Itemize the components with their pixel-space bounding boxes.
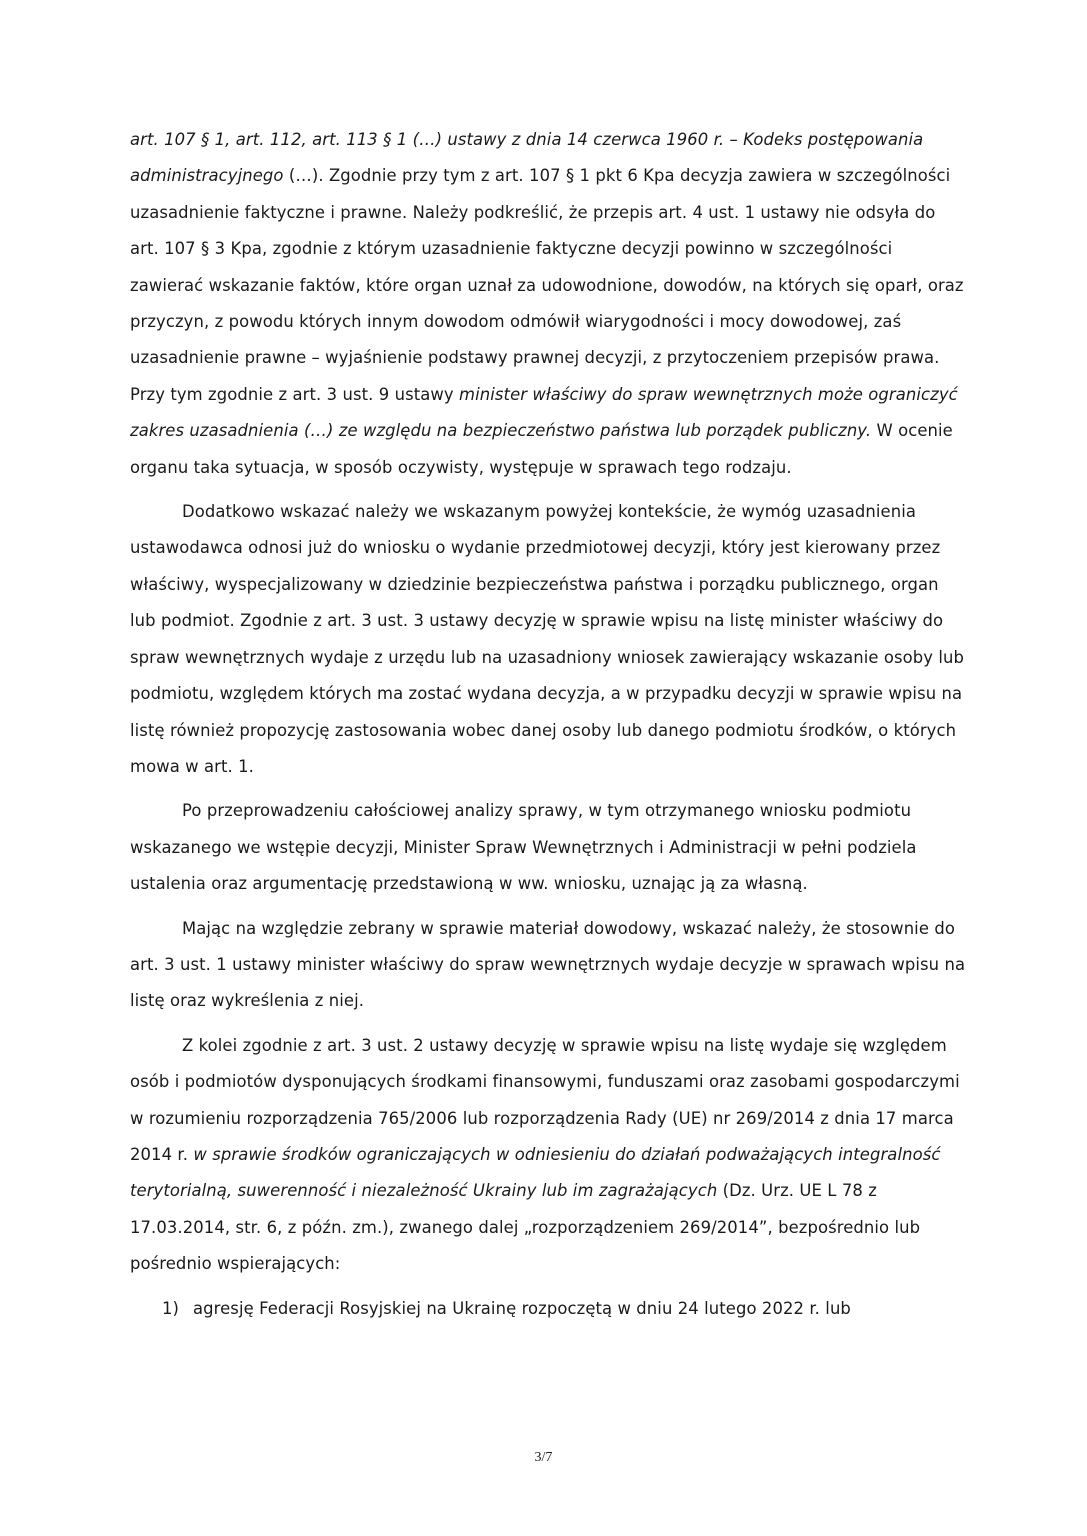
- paragraph: [130, 122, 968, 486]
- text-run: Po przeprowadzeniu całościowej analizy sprawy, w tym otrzymanego wniosku podmiotu wskazanego we wstępie decyzji, Minister Spraw Wewnętrznych i Administracji w pełni podziela ustalenia oraz argumentację przedstawioną w ww. wniosku, uznając ją za własną.: [130, 801, 917, 894]
- text-run: W ocenie organu taka sytuacja, w sposób oczywisty, występuje w sprawach tego rodzaju.: [130, 421, 953, 477]
- text-run: Mając na względzie zebrany w sprawie materiał dowodowy, wskazać należy, że stosownie do art. 3 ust. 1 ustawy minister właściwy do spraw wewnętrznych wydaje decyzje w sprawach wpisu na listę oraz wykreślenia z niej.: [130, 918, 966, 1011]
- list-item: [130, 1291, 968, 1327]
- italic-text-run: w sprawie środków ograniczających w odniesieniu do działań podważających integralność terytorialną, suwerenność i niezależność Ukrainy lub im zagrażających: [130, 1144, 941, 1201]
- italic-text-run: art. 107 § 1, art. 112, art. 113 § 1 (…) ustawy z dnia 14 czerwca 1960 r. – Kodeks postępowania administracyjnego: [130, 130, 924, 186]
- paragraph: [130, 1028, 968, 1283]
- numbered-list: [130, 1291, 968, 1327]
- text-run: Dodatkowo wskazać należy we wskazanym powyżej kontekście, że wymóg uzasadnienia ustawodawca odnosi już do wniosku o wydanie przedmiotowej decyzji, który jest kierowany przez właściwy, wyspecjalizowany w dziedzinie bezpieczeństwa państwa i porządku publicznego, organ lub podmiot. Zgodnie z art. 3 ust. 3 ustawy decyzję w sprawie wpisu na listę minister właściwy do spraw wewnętrznych wydaje z urzędu lub na uzasadniony wniosek zawierający wskazanie osoby lub podmiotu, względem których ma zostać wydana decyzja, a w przypadku decyzji w sprawie wpisu na listę również propozycję zastosowania wobec danej osoby lub danego podmiotu środków, o których mowa w art. 1.: [130, 502, 965, 776]
- paragraphs: [130, 122, 968, 1283]
- text-run: Z kolei zgodnie z art. 3 ust. 2 ustawy decyzję w sprawie wpisu na listę wydaje się względem osób i podmiotów dysponujących środkami finansowymi, funduszami oraz zasobami gospodarczymi w rozumieniu rozporządzenia 765/2006 lub rozporządzenia Rady (UE) nr 269/2014 z dnia 17 marca 2014 r.: [130, 1035, 960, 1164]
- italic-text-run: minister właściwy do spraw wewnętrznych może ograniczyć zakres uzasadnienia (…) ze względu na bezpieczeństwo państwa lub porządek publiczny.: [130, 384, 958, 441]
- list-item-text: agresję Federacji Rosyjskiej na Ukrainę rozpoczętą w dniu 24 lutego 2022 r. lub: [193, 1298, 851, 1318]
- page-body: [130, 122, 968, 1327]
- paragraph: [130, 793, 968, 902]
- list-item-number: 1): [162, 1298, 180, 1318]
- page-number: 3/7: [534, 1450, 553, 1465]
- text-run: (Dz. Urz. UE L 78 z 17.03.2014, str. 6, z późn. zm.), zwanego dalej „rozporządzeniem 269/2014”, bezpośrednio lub pośrednio wspierających:: [130, 1181, 921, 1274]
- text-run: (…). Zgodnie przy tym z art. 107 § 1 pkt 6 Kpa decyzja zawiera w szczególności uzasadnienie faktyczne i prawne. Należy podkreślić, że przepis art. 4 ust. 1 ustawy nie odsyła do art. 107 § 3 Kpa, zgodnie z którym uzasadnienie faktyczne decyzji powinno w szczególności zawierać wskazanie faktów, które organ uznał za udowodnione, dowodów, na których się oparł, oraz przyczyn, z powodu których innym dowodom odmówił wiarygodności i mocy dowodowej, zaś uzasadnienie prawne – wyjaśnienie podstawy prawnej decyzji, z przytoczeniem przepisów prawa. Przy tym zgodnie z art. 3 ust. 9 ustawy: [130, 166, 964, 404]
- paragraph: [130, 494, 968, 785]
- paragraph: [130, 911, 968, 1020]
